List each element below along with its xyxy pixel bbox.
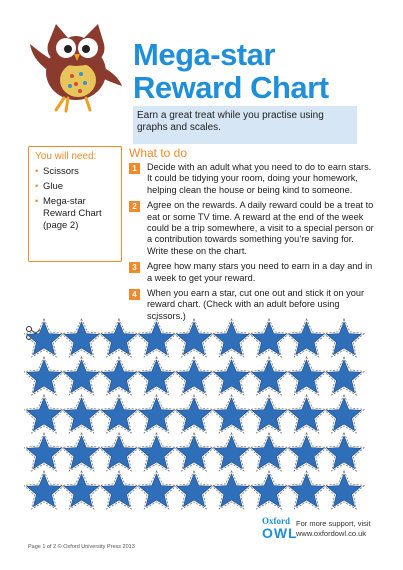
support-url[interactable]: www.oxfordowl.co.uk xyxy=(296,529,367,538)
what-to-do-title: What to do xyxy=(129,146,188,160)
intro-banner: Earn a great treat while you practise using graphs and scales. xyxy=(133,106,357,144)
needed-item: • Scissors xyxy=(35,166,121,178)
owl-illustration xyxy=(26,14,126,114)
you-will-need-box xyxy=(28,146,122,262)
step-item xyxy=(129,261,377,284)
title-line-2: Reward Chart xyxy=(133,70,329,105)
needed-item: • Mega-star Reward Chart (page 2) xyxy=(35,196,121,232)
oxford-owl-support xyxy=(262,516,374,546)
page-footer: Page 1 of 2 © Oxford University Press 2013 xyxy=(28,544,135,550)
page-title xyxy=(133,38,329,104)
cut-out-stars-area xyxy=(24,318,380,518)
step-item xyxy=(129,162,377,196)
title-line-1: Mega-star xyxy=(133,37,275,72)
step-number: 4 xyxy=(129,289,140,300)
needed-item: • Glue xyxy=(35,181,121,193)
step-item xyxy=(129,200,377,257)
step-text: Decide with an adult what you need to do to earn stars. It could be tidying your room, doing your homework, helping clean the house or being kind to someone. xyxy=(147,162,372,195)
step-text: Agree on the rewards. A daily reward could be a treat to eat or some TV time. A reward at the end of the week could be a trip somewhere, a visit to a special person or a contribution towards something you’re saving for. Write these on the chart. xyxy=(147,200,374,256)
steps-list xyxy=(129,162,377,326)
oxford-owl-logo xyxy=(262,516,298,540)
needed-items-list xyxy=(35,166,121,232)
step-text: Agree how many stars you need to earn in a day and in a week to get your reward. xyxy=(147,261,373,283)
logo-oxford-text: Oxford xyxy=(262,516,290,526)
you-will-need-title: You will need: xyxy=(35,151,97,162)
logo-owl-text: OWL xyxy=(262,525,298,541)
support-text xyxy=(296,519,376,539)
step-number: 2 xyxy=(129,201,140,212)
step-number: 3 xyxy=(129,262,140,273)
step-text: When you earn a star, cut one out and stick it on your reward chart. (Check with an adult before using scissors.) xyxy=(147,288,365,321)
support-line: For more support, visit xyxy=(296,519,371,528)
step-number: 1 xyxy=(129,163,140,174)
